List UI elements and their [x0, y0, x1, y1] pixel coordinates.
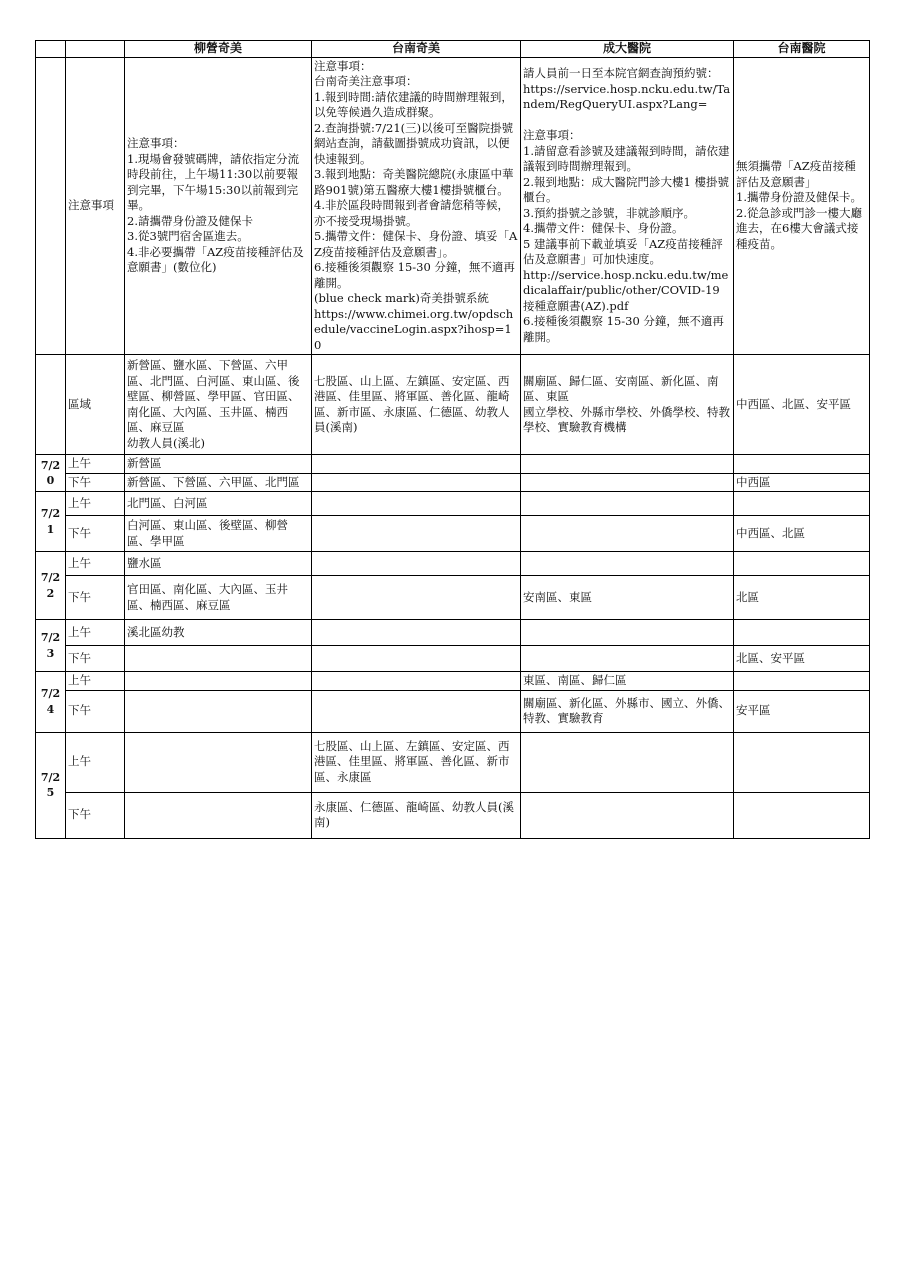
cell-liuying-chimei — [125, 646, 312, 672]
session-label-pm: 下午 — [66, 646, 125, 672]
region-row — [36, 355, 870, 455]
schedule-row-am — [36, 455, 870, 474]
header-liuying-chimei: 柳營奇美 — [125, 41, 312, 58]
region-tainan-chimei: 七股區、山上區、左鎮區、安定區、西港區、佳里區、將軍區、善化區、龍崎區、新市區、永康區、仁德區、幼教人員(溪南) — [312, 355, 521, 455]
cell-tainan-chimei — [312, 690, 521, 732]
session-label-pm: 下午 — [66, 690, 125, 732]
header-tainan-chimei: 台南奇美 — [312, 41, 521, 58]
schedule-row-pm — [36, 516, 870, 552]
cell-tainan-hospital — [734, 552, 870, 576]
cell-liuying-chimei: 白河區、東山區、後壁區、柳營區、學甲區 — [125, 516, 312, 552]
cell-liuying-chimei: 新營區 — [125, 455, 312, 474]
cell-tainan-chimei — [312, 473, 521, 492]
cell-liuying-chimei: 溪北區幼教 — [125, 620, 312, 646]
schedule-date: 7/25 — [36, 732, 66, 838]
schedule-row-am — [36, 732, 870, 792]
cell-liuying-chimei: 北門區、白河區 — [125, 492, 312, 516]
notes-tainan-hospital: 無須攜帶「AZ疫苗接種評估及意願書」 1.攜帶身份證及健保卡。 2.從急診或門診一樓大廳進去，在6樓大會議式接種疫苗。 — [734, 57, 870, 355]
cell-tainan-hospital — [734, 732, 870, 792]
cell-liuying-chimei: 官田區、南化區、大內區、玉井區、楠西區、麻豆區 — [125, 576, 312, 620]
vaccination-schedule-table — [35, 40, 870, 839]
cell-tainan-hospital: 安平區 — [734, 690, 870, 732]
schedule-row-pm — [36, 690, 870, 732]
notes-tainan-chimei: 注意事項： 台南奇美注意事項： 1.報到時間:請依建議的時間辦理報到，以免等候過久造成群聚。 2.查詢掛號:7/21(三)以後可至醫院掛號網站查詢，請截圖掛號成功資訊，以便快速報到。 3.報到地點：奇美醫院總院(永康區中華路901號)第五醫療大樓1樓掛號櫃台。 4.非於區段時間報到者會請您稍等候，亦不接受現場掛號。 5.攜帶文件：健保卡、身份證、填妥「AZ疫苗接種評估及意願書」。 6.接種後須觀察 15-30 分鐘，無不適再離開。 (blue check mark)奇美掛號系統 https://www.chimei.org.tw/opdschedule/vaccineLogin.aspx?ihosp=10 — [312, 57, 521, 355]
schedule-date: 7/20 — [36, 455, 66, 492]
cell-liuying-chimei — [125, 792, 312, 838]
cell-tainan-chimei — [312, 576, 521, 620]
cell-tainan-hospital: 北區 — [734, 576, 870, 620]
cell-tainan-chimei — [312, 552, 521, 576]
cell-liuying-chimei — [125, 672, 312, 691]
cell-liuying-chimei: 新營區、下營區、六甲區、北門區 — [125, 473, 312, 492]
header-row — [36, 41, 870, 58]
session-label-am: 上午 — [66, 672, 125, 691]
cell-ncku-hospital — [521, 620, 734, 646]
schedule-row-am — [36, 672, 870, 691]
cell-tainan-hospital: 北區、安平區 — [734, 646, 870, 672]
notes-liuying-chimei: 注意事項： 1.現場會發號碼牌，請依指定分流時段前往，上午場11:30以前要報到完畢，下午場15:30以前報到完畢。 2.請攜帶身份證及健保卡 3.從3號門宿舍區進去。 4.非必要攜帶「AZ疫苗接種評估及意願書」(數位化) — [125, 57, 312, 355]
cell-tainan-chimei — [312, 492, 521, 516]
header-tainan-hospital: 台南醫院 — [734, 41, 870, 58]
header-ncku-hospital: 成大醫院 — [521, 41, 734, 58]
cell-ncku-hospital — [521, 732, 734, 792]
schedule-row-pm — [36, 473, 870, 492]
schedule-row-pm — [36, 646, 870, 672]
region-ncku-hospital: 關廟區、歸仁區、安南區、新化區、南區、東區 國立學校、外縣市學校、外僑學校、特教學校、實驗教育機構 — [521, 355, 734, 455]
header-blank-date — [36, 41, 66, 58]
notes-label: 注意事項 — [66, 57, 125, 355]
schedule-row-am — [36, 552, 870, 576]
cell-ncku-hospital — [521, 552, 734, 576]
cell-ncku-hospital — [521, 455, 734, 474]
cell-tainan-chimei — [312, 455, 521, 474]
notes-row — [36, 57, 870, 355]
schedule-date: 7/21 — [36, 492, 66, 552]
cell-tainan-hospital — [734, 672, 870, 691]
cell-tainan-chimei: 七股區、山上區、左鎮區、安定區、西港區、佳里區、將軍區、善化區、新市區、永康區 — [312, 732, 521, 792]
cell-ncku-hospital — [521, 516, 734, 552]
session-label-am: 上午 — [66, 620, 125, 646]
session-label-pm: 下午 — [66, 516, 125, 552]
cell-liuying-chimei — [125, 690, 312, 732]
schedule-row-pm — [36, 792, 870, 838]
cell-tainan-chimei — [312, 672, 521, 691]
cell-tainan-chimei: 永康區、仁德區、龍崎區、幼教人員(溪南) — [312, 792, 521, 838]
cell-tainan-chimei — [312, 646, 521, 672]
session-label-am: 上午 — [66, 552, 125, 576]
cell-ncku-hospital: 安南區、東區 — [521, 576, 734, 620]
header-blank-label — [66, 41, 125, 58]
schedule-row-am — [36, 492, 870, 516]
cell-liuying-chimei: 鹽水區 — [125, 552, 312, 576]
session-label-pm: 下午 — [66, 792, 125, 838]
notes-date-blank — [36, 57, 66, 355]
cell-ncku-hospital — [521, 792, 734, 838]
region-date-blank — [36, 355, 66, 455]
cell-tainan-chimei — [312, 516, 521, 552]
schedule-date: 7/22 — [36, 552, 66, 620]
cell-ncku-hospital: 東區、南區、歸仁區 — [521, 672, 734, 691]
cell-tainan-hospital: 中西區、北區 — [734, 516, 870, 552]
cell-ncku-hospital — [521, 473, 734, 492]
schedule-row-pm — [36, 576, 870, 620]
schedule-date: 7/23 — [36, 620, 66, 672]
region-label: 區域 — [66, 355, 125, 455]
cell-tainan-hospital — [734, 455, 870, 474]
session-label-am: 上午 — [66, 455, 125, 474]
cell-tainan-hospital — [734, 792, 870, 838]
notes-ncku-hospital: 請人員前一日至本院官網查詢預約號： https://service.hosp.ncku.edu.tw/Tandem/RegQueryUI.aspx?Lang= 注意事項： 1.請留意看診號及建議報到時間，請依建議報到時間辦理報到。 2.報到地點：成大醫院門診大樓1 樓掛號櫃台。 3.預約掛號之診號，非就診順序。 4.攜帶文件：健保卡、身份證。 5 建議事前下載並填妥「AZ疫苗接種評估及意願書」可加快速度。 http://service.hosp.ncku.edu.tw/medicalaffair/public/other/COVID-19接種意願書(AZ).pdf 6.接種後須觀察 15-30 分鐘，無不適再離開。 — [521, 57, 734, 355]
cell-tainan-chimei — [312, 620, 521, 646]
cell-tainan-hospital — [734, 492, 870, 516]
session-label-am: 上午 — [66, 492, 125, 516]
schedule-row-am — [36, 620, 870, 646]
session-label-pm: 下午 — [66, 473, 125, 492]
cell-ncku-hospital — [521, 646, 734, 672]
cell-liuying-chimei — [125, 732, 312, 792]
cell-tainan-hospital: 中西區 — [734, 473, 870, 492]
cell-ncku-hospital: 關廟區、新化區、外縣市、國立、外僑、特教、實驗教育 — [521, 690, 734, 732]
cell-tainan-hospital — [734, 620, 870, 646]
region-liuying-chimei: 新營區、鹽水區、下營區、六甲區、北門區、白河區、東山區、後壁區、柳營區、學甲區、官田區、南化區、大內區、玉井區、楠西區、麻豆區 幼教人員(溪北) — [125, 355, 312, 455]
session-label-am: 上午 — [66, 732, 125, 792]
schedule-date: 7/24 — [36, 672, 66, 733]
session-label-pm: 下午 — [66, 576, 125, 620]
cell-ncku-hospital — [521, 492, 734, 516]
region-tainan-hospital: 中西區、北區、安平區 — [734, 355, 870, 455]
